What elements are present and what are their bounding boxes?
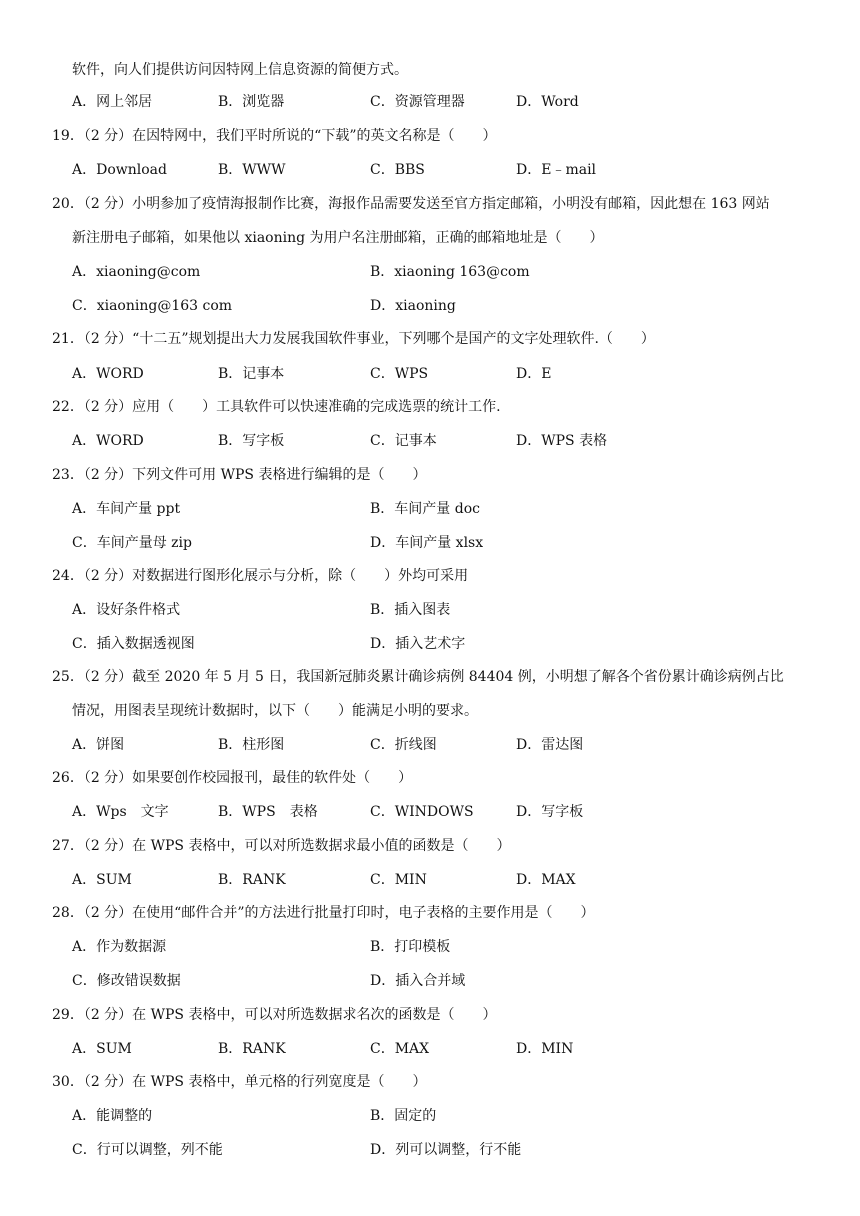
question-21-option-a: A．WORD <box>72 366 144 382</box>
question-23-text: 23．（2 分）下列文件可用 WPS 表格进行编辑的是（ ） <box>52 467 427 483</box>
question-28-option-d: D．插入合并域 <box>370 973 466 989</box>
question-23-option-c: C．车间产量母 zip <box>72 535 192 551</box>
question-30-option-c: C．行可以调整，列不能 <box>72 1142 223 1158</box>
question-20-option-c: C．xiaoning@163 com <box>72 298 233 314</box>
question-21-option-c: C．WPS <box>370 366 429 382</box>
question-24-text: 24．（2 分）对数据进行图形化展示与分析，除（ ）外均可采用 <box>52 568 469 584</box>
question-21-option-d: D．E <box>516 366 552 382</box>
question-25-text-cont: 情况，用图表呈现统计数据时，以下（ ）能满足小明的要求。 <box>72 703 478 719</box>
question-26-option-c: C．WINDOWS <box>370 804 474 820</box>
question-21-text: 21．（2 分）“十二五”规划提出大力发展我国软件事业，下列哪个是国产的文字处理软件.（ ） <box>52 331 655 347</box>
question-25-option-c: C．折线图 <box>370 737 437 753</box>
question-22-option-b: B．写字板 <box>218 433 285 449</box>
question-29-option-b: B．RANK <box>218 1041 286 1057</box>
question-23-option-b: B．车间产量 doc <box>370 501 480 517</box>
question-18-text: 软件，向人们提供访问因特网上信息资源的简便方式。 <box>72 62 408 78</box>
question-30-option-b: B．固定的 <box>370 1108 437 1124</box>
question-29-option-a: A．SUM <box>72 1041 132 1057</box>
question-28-option-a: A．作为数据源 <box>72 939 167 955</box>
question-19-option-c: C．BBS <box>370 162 425 178</box>
question-24-option-d: D．插入艺术字 <box>370 636 466 652</box>
question-30-option-a: A．能调整的 <box>72 1108 153 1124</box>
question-18-option-c: C．资源管理器 <box>370 94 465 110</box>
question-25-option-a: A．饼图 <box>72 737 125 753</box>
question-28-text: 28．（2 分）在使用“邮件合并”的方法进行批量打印时，电子表格的主要作用是（ ） <box>52 905 595 921</box>
question-27-option-c: C．MIN <box>370 872 427 888</box>
question-25-option-b: B．柱形图 <box>218 737 285 753</box>
question-29-option-d: D．MIN <box>516 1041 574 1057</box>
question-22-text: 22．（2 分）应用（ ）工具软件可以快速准确的完成选票的统计工作. <box>52 399 501 415</box>
question-27-option-a: A．SUM <box>72 872 132 888</box>
question-30-text: 30．（2 分）在 WPS 表格中，单元格的行列宽度是（ ） <box>52 1074 427 1090</box>
question-20-option-b: B．xiaoning 163@com <box>370 264 530 280</box>
question-27-text: 27．（2 分）在 WPS 表格中，可以对所选数据求最小值的函数是（ ） <box>52 838 511 854</box>
question-24-option-a: A．设好条件格式 <box>72 602 181 618</box>
question-21-option-b: B．记事本 <box>218 366 285 382</box>
question-26-option-d: D．写字板 <box>516 804 584 820</box>
question-20-text-cont: 新注册电子邮箱，如果他以 xiaoning 为用户名注册邮箱，正确的邮箱地址是（ ） <box>72 230 604 246</box>
question-26-option-a: A．Wps 文字 <box>72 804 169 820</box>
question-25-option-d: D．雷达图 <box>516 737 584 753</box>
question-20-option-a: A．xiaoning@com <box>72 264 201 280</box>
question-18-option-a: A．网上邻居 <box>72 94 153 110</box>
question-18-option-b: B．浏览器 <box>218 94 285 110</box>
question-24-option-c: C．插入数据透视图 <box>72 636 195 652</box>
question-23-option-a: A．车间产量 ppt <box>72 501 181 517</box>
question-29-option-c: C．MAX <box>370 1041 430 1057</box>
question-28-option-b: B．打印模板 <box>370 939 451 955</box>
question-22-option-c: C．记事本 <box>370 433 437 449</box>
question-22-option-d: D．WPS 表格 <box>516 433 608 449</box>
question-29-text: 29．（2 分）在 WPS 表格中，可以对所选数据求名次的函数是（ ） <box>52 1007 497 1023</box>
question-19-text: 19．（2 分）在因特网中，我们平时所说的“下载”的英文名称是（ ） <box>52 128 497 144</box>
question-28-option-c: C．修改错误数据 <box>72 973 181 989</box>
question-27-option-d: D．MAX <box>516 872 576 888</box>
question-20-option-d: D．xiaoning <box>370 298 456 314</box>
question-25-text: 25．（2 分）截至 2020 年 5 月 5 日，我国新冠肺炎累计确诊病例 84404 例，小明想了解各个省份累计确诊病例占比 <box>52 669 784 685</box>
question-30-option-d: D．列可以调整，行不能 <box>370 1142 522 1158</box>
question-27-option-b: B．RANK <box>218 872 286 888</box>
question-22-option-a: A．WORD <box>72 433 144 449</box>
question-19-option-a: A．Download <box>72 162 167 178</box>
question-19-option-d: D．E﹣mail <box>516 162 597 178</box>
question-26-option-b: B．WPS 表格 <box>218 804 318 820</box>
question-18-option-d: D．Word <box>516 94 579 110</box>
question-20-text: 20．（2 分）小明参加了疫情海报制作比赛，海报作品需要发送至官方指定邮箱，小明没有邮箱，因此想在 163 网站 <box>52 196 770 212</box>
question-19-option-b: B．WWW <box>218 162 286 178</box>
question-23-option-d: D．车间产量 xlsx <box>370 535 484 551</box>
question-26-text: 26．（2 分）如果要创作校园报刊，最佳的软件处（ ） <box>52 770 413 786</box>
question-24-option-b: B．插入图表 <box>370 602 451 618</box>
